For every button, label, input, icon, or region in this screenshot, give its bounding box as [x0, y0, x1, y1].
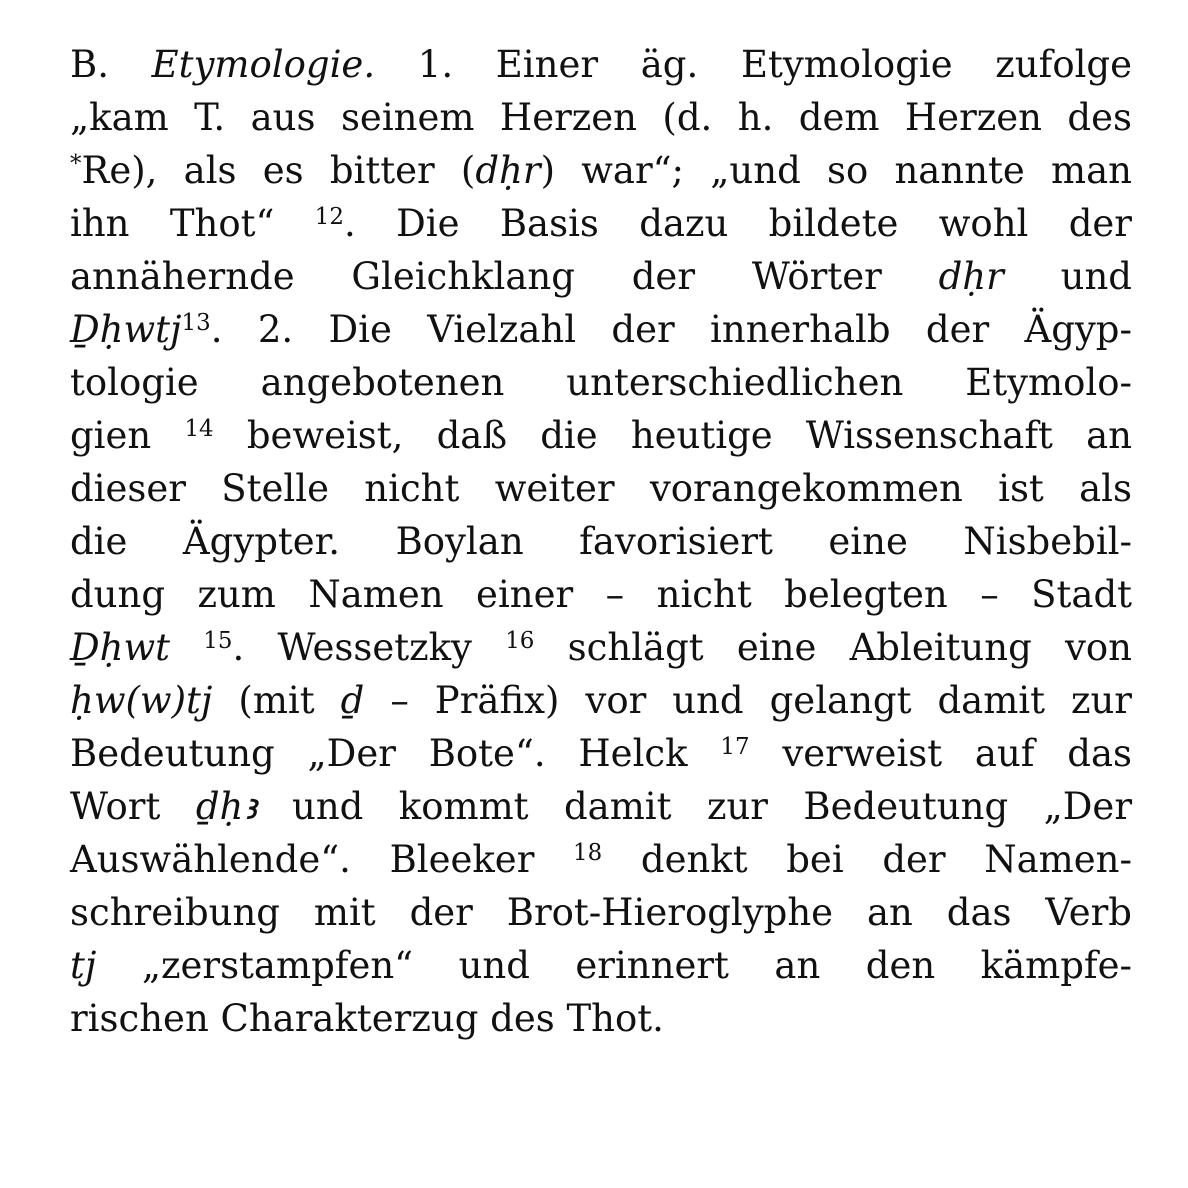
line-9-text: dieser Stelle nicht weiter vorangekommen ist als	[70, 467, 1132, 510]
line-12-text-b: schlägt eine Ableitung von	[567, 626, 1133, 669]
line-3-text-b: ) war“; „und so nannte man	[540, 149, 1132, 192]
term-dhwtj: Ḏḥwtj	[70, 308, 182, 351]
line-15-text-b: und kommt damit zur Bedeutung „Der	[291, 785, 1133, 828]
term-d-prefix: ḏ	[340, 679, 365, 722]
text-line-17	[70, 886, 1132, 939]
line-11-text: dung zum Namen einer – nicht belegten – Stadt	[70, 573, 1132, 616]
text-line-7	[70, 356, 1132, 409]
text-line-15	[70, 780, 1132, 833]
text-line-13	[70, 674, 1132, 727]
line-13-text-a: (mit	[238, 679, 315, 722]
document-page	[70, 38, 1140, 1168]
text-line-1	[70, 38, 1132, 91]
text-line-3	[70, 144, 1132, 197]
line-8-text-b: beweist, daß die heutige Wissenschaft an	[246, 414, 1132, 457]
line-3-text-a: Re), als es bitter (	[81, 149, 476, 192]
line-16-text-a: Auswählende“. Bleeker	[70, 838, 535, 881]
text-line-19	[70, 992, 1132, 1045]
line-8-text-a: gien	[70, 414, 152, 457]
footnote-ref-12: 12	[314, 204, 344, 231]
term-dhr: dḥr	[938, 255, 1004, 298]
line-5-text-a: annähernde Gleichklang der Wörter	[70, 255, 882, 298]
text-line-6	[70, 303, 1132, 356]
term-dhr-inline: dḥr	[475, 149, 541, 192]
text-line-12	[70, 621, 1132, 674]
term-dhwt: Ḏḥwt	[70, 626, 171, 669]
line-17-text: schreibung mit der Brot-Hieroglyphe an das Verb	[70, 891, 1132, 934]
text-line-2	[70, 91, 1132, 144]
footnote-ref-13: 13	[181, 310, 211, 337]
section-label: B.	[70, 43, 109, 86]
text-line-11	[70, 568, 1132, 621]
text-line-9	[70, 462, 1132, 515]
section-title: Etymologie.	[151, 43, 376, 86]
term-dha: ḏḥꜣ	[195, 785, 257, 828]
line-15-text-a: Wort	[70, 785, 161, 828]
text-line-10	[70, 515, 1132, 568]
line-1-text: 1. Einer äg. Etymologie zufolge	[417, 43, 1133, 86]
line-4-text-a: ihn Thot“	[70, 202, 275, 245]
line-14-text-b: verweist auf das	[782, 732, 1132, 775]
line-10-text: die Ägypter. Boylan favorisiert eine Nisbebil-	[70, 520, 1132, 563]
line-13-text-b: – Präfix) vor und gelangt damit zur	[390, 679, 1132, 722]
line-19-text: rischen Charakterzug des Thot.	[70, 997, 664, 1040]
text-line-18	[70, 939, 1132, 992]
footnote-ref-14: 14	[184, 416, 214, 443]
line-4-text-b: . Die Basis dazu bildete wohl der	[343, 202, 1132, 245]
text-line-4	[70, 197, 1132, 250]
line-6-text: . 2. Die Vielzahl der innerhalb der Ägyp-	[210, 308, 1132, 351]
footnote-ref-18: 18	[573, 840, 603, 867]
line-12-text-a: . Wessetzky	[232, 626, 472, 669]
line-2-text: „kam T. aus seinem Herzen (d. h. dem Herzen des	[70, 96, 1132, 139]
term-hwwtj: ḥw(w)tj	[70, 679, 213, 722]
text-line-5	[70, 250, 1132, 303]
cross-reference-star: *	[70, 151, 82, 178]
term-tj: tj	[70, 944, 97, 987]
text-line-14	[70, 727, 1132, 780]
text-line-8	[70, 409, 1132, 462]
line-18-text: „zerstampfen“ und erinnert an den kämpfe-	[141, 944, 1132, 987]
footnote-ref-17: 17	[720, 734, 750, 761]
line-5-text-b: und	[1060, 255, 1132, 298]
line-16-text-b: denkt bei der Namen-	[640, 838, 1132, 881]
line-14-text-a: Bedeutung „Der Bote“. Helck	[70, 732, 688, 775]
line-7-text: tologie angebotenen unterschiedlichen Etymolo-	[70, 361, 1132, 404]
footnote-ref-16: 16	[505, 628, 535, 655]
footnote-ref-15: 15	[203, 628, 233, 655]
text-line-16	[70, 833, 1132, 886]
